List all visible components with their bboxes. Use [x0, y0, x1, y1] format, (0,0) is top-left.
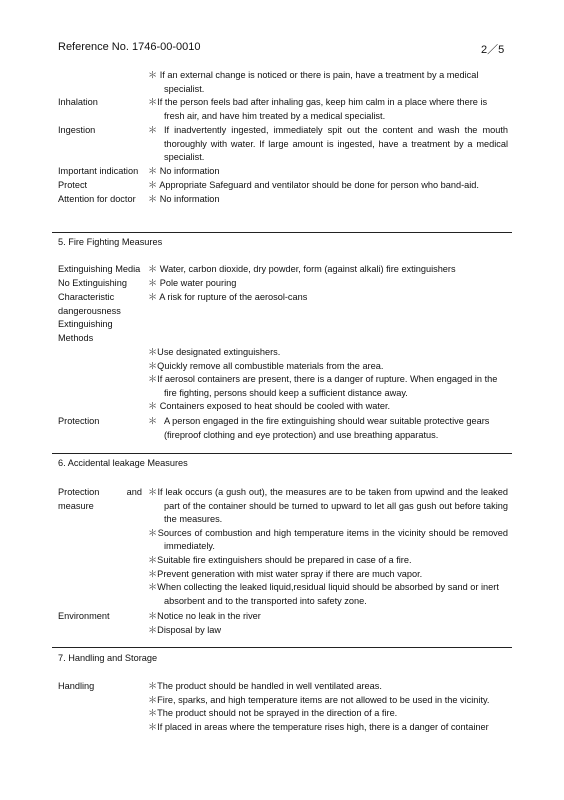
handling-item-4: ＊If placed in areas where the temperature rises high, there is a danger of container	[148, 721, 489, 732]
extinguishing-media-text: ＊ Water, carbon dioxide, dry powder, form (against alkali) fire extinguishers	[148, 264, 456, 274]
reference-number: Reference No. 1746-00-0010	[58, 41, 201, 53]
measure-item-1: ＊If leak occurs (a gush out), the measures are to be taken from upwind and the leaked part of the container should be turned to upward to let all gas gush out before taking the measures.	[148, 487, 508, 525]
handling-label: Handling	[58, 681, 95, 691]
measure-item-4: ＊Prevent generation with mist water spray if there are much vapor.	[148, 568, 423, 579]
characteristic-dangerousness-label: Characteristic dangerousness	[58, 292, 121, 316]
no-extinguishing-label: No Extinguishing	[58, 278, 127, 288]
section-6-title: 6. Accidental leakage Measures	[58, 458, 188, 468]
methods-item-3: ＊If aerosol containers are present, there is a danger of rupture. When engaged in the fire fighting, persons should keep a sufficient distance away.	[148, 374, 498, 398]
extinguishing-methods-label: Extinguishing Methods	[58, 319, 113, 343]
inhalation-text: ＊If the person feels bad after inhaling gas, keep him calm in a place where there is fresh air, and have him treated by a medical specialist.	[148, 97, 488, 121]
asterisk-bullet: ＊	[148, 416, 158, 426]
methods-item-4: ＊ Containers exposed to heat should be cooled with water.	[148, 401, 391, 412]
page-number: 2／5	[481, 44, 505, 56]
section-7-title: 7. Handling and Storage	[58, 653, 158, 663]
handling-item-2: ＊Fire, sparks, and high temperature items are not allowed to be used in the vicinity.	[148, 694, 490, 705]
characteristic-dangerousness-text: ＊ A risk for rupture of the aerosol-cans	[148, 292, 308, 302]
protection-label: Protection	[58, 416, 100, 426]
section-5-title: 5. Fire Fighting Measures	[58, 237, 163, 247]
environment-label: Environment	[58, 611, 110, 621]
important-indication-label: Important indication	[58, 166, 139, 176]
measure-item-5: ＊When collecting the leaked liquid,residual liquid should be absorbed by sand or inert absorbent and to the transported into safety zone.	[148, 582, 499, 606]
section-divider	[52, 453, 512, 454]
handling-item-3: ＊The product should not be sprayed in the direction of a fire.	[148, 708, 398, 719]
ingestion-text: If inadvertently ingested, immediately spit out the content and wash the mouth thoroughly with water. If large amount is ingested, have a treatment by a medical specialist.	[164, 125, 508, 163]
important-indication-text: ＊ No information	[148, 166, 220, 176]
no-extinguishing-text: ＊ Pole water pouring	[148, 278, 237, 288]
environment-item-1: ＊Notice no leak in the river	[148, 611, 261, 621]
methods-item-1: ＊Use designated extinguishers.	[148, 347, 281, 357]
protect-label: Protect	[58, 180, 88, 190]
skin-text: ＊ If an external change is noticed or there is pain, have a treatment by a medical specialist.	[148, 70, 479, 94]
section-divider	[52, 232, 512, 233]
measure-item-2: ＊Sources of combustion and high temperature items in the vicinity should be removed immediately.	[148, 527, 508, 552]
methods-item-2: ＊Quickly remove all combustible materials from the area.	[148, 360, 384, 371]
inhalation-label: Inhalation	[58, 97, 98, 107]
attention-doctor-label: Attention for doctor	[58, 194, 136, 204]
measure-item-3: ＊Suitable fire extinguishers should be prepared in case of a fire.	[148, 554, 412, 565]
handling-item-1: ＊The product should be handled in well ventilated areas.	[148, 681, 382, 691]
extinguishing-media-label: Extinguishing Media	[58, 264, 141, 274]
protection-text: A person engaged in the fire extinguishing should wear suitable protective gears (fireproof clothing and eye protection) and use breathing apparatus.	[164, 416, 490, 440]
environment-item-2: ＊Disposal by law	[148, 624, 222, 635]
ingestion-label: Ingestion	[58, 125, 96, 135]
attention-doctor-text: ＊ No information	[148, 194, 220, 204]
protection-measure-label: Protection and measure	[58, 487, 142, 511]
section-divider	[52, 647, 512, 648]
protect-text: ＊ Appropriate Safeguard and ventilator should be done for person who band-aid.	[148, 180, 479, 190]
asterisk-bullet: ＊	[148, 125, 158, 135]
